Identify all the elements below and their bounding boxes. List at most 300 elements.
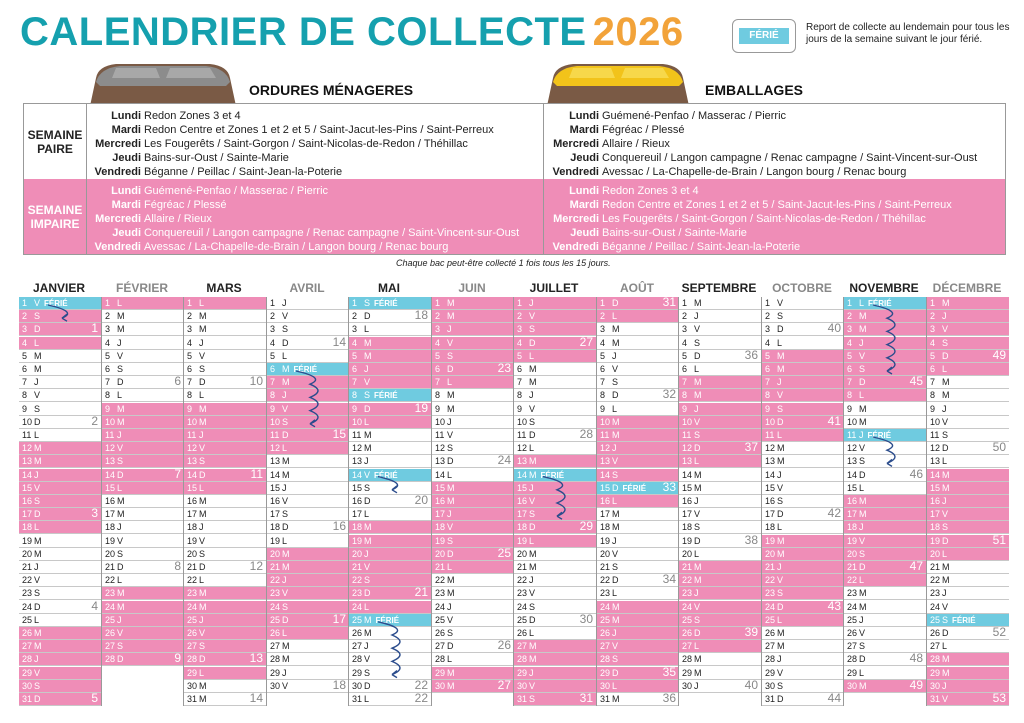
day-number: 9 bbox=[22, 404, 28, 414]
day-letter: S bbox=[34, 496, 41, 506]
day-letter: M bbox=[34, 641, 42, 651]
day-number: 25 bbox=[435, 615, 446, 625]
day-number: 15 bbox=[22, 483, 33, 493]
calendar-day bbox=[844, 627, 926, 640]
day-number: 11 bbox=[105, 430, 115, 440]
day-letter: J bbox=[199, 522, 204, 532]
day-number: 26 bbox=[352, 628, 363, 638]
day-number: 19 bbox=[930, 536, 941, 546]
day-number: 25 bbox=[105, 615, 116, 625]
week-number: 22 bbox=[414, 678, 428, 692]
day-letter: J bbox=[529, 575, 534, 585]
calendar-day bbox=[184, 350, 266, 363]
calendar-day bbox=[762, 442, 844, 455]
day-number: 24 bbox=[22, 602, 33, 612]
day-letter: M bbox=[364, 536, 372, 546]
calendar-day bbox=[927, 601, 1009, 614]
day-number: 17 bbox=[847, 509, 858, 519]
calendar-day bbox=[102, 337, 184, 350]
calendar-day bbox=[267, 403, 349, 416]
day-number: 16 bbox=[270, 496, 281, 506]
day-letter: L bbox=[529, 351, 535, 361]
calendar-day bbox=[927, 482, 1009, 495]
day-label: Lundi bbox=[569, 185, 599, 197]
day-number: 6 bbox=[22, 364, 28, 374]
day-number: 2 bbox=[847, 311, 853, 321]
day-number: 13 bbox=[105, 456, 116, 466]
week-number: 31 bbox=[662, 295, 676, 309]
day-number: 1 bbox=[765, 298, 771, 308]
day-letter: D bbox=[117, 562, 124, 572]
day-number: 6 bbox=[600, 364, 606, 374]
day-number: 19 bbox=[517, 536, 528, 546]
day-number: 7 bbox=[600, 377, 606, 387]
calendar-day bbox=[844, 337, 926, 350]
day-letter: S bbox=[199, 641, 206, 651]
day-number: 18 bbox=[22, 522, 33, 532]
day-letter: L bbox=[199, 575, 205, 585]
day-letter: S bbox=[34, 588, 41, 598]
town-list: Redon Centre et Zones 1 et 2 et 5 / Saint-Jacut-les-Pins / Saint-Perreux bbox=[602, 199, 952, 211]
week-number: 29 bbox=[579, 519, 593, 533]
calendar-day bbox=[927, 297, 1009, 310]
day-number: 22 bbox=[270, 575, 281, 585]
day-number: 6 bbox=[187, 364, 193, 374]
day-number: 28 bbox=[517, 654, 528, 664]
town-list: Redon Centre et Zones 1 et 2 et 5 / Saint-Jacut-les-Pins / Saint-Perreux bbox=[144, 124, 494, 136]
day-letter: M bbox=[529, 456, 537, 466]
day-letter: S bbox=[364, 390, 371, 400]
day-number: 15 bbox=[105, 483, 116, 493]
day-number: 25 bbox=[22, 615, 33, 625]
day-number: 22 bbox=[187, 575, 198, 585]
calendar-day bbox=[762, 653, 844, 666]
calendar-day-holiday bbox=[267, 363, 349, 376]
day-number: 20 bbox=[517, 549, 528, 559]
day-number: 13 bbox=[600, 456, 611, 466]
calendar-day bbox=[927, 548, 1009, 561]
day-letter: V bbox=[529, 496, 536, 506]
day-letter: D bbox=[942, 536, 949, 546]
day-letter: M bbox=[942, 377, 950, 387]
calendar-day bbox=[267, 310, 349, 323]
day-letter: V bbox=[859, 536, 866, 546]
calendar-day bbox=[514, 376, 596, 389]
day-letter: V bbox=[117, 628, 124, 638]
day-letter: M bbox=[612, 417, 620, 427]
day-letter: S bbox=[694, 615, 701, 625]
calendar-day bbox=[102, 548, 184, 561]
day-letter: J bbox=[612, 628, 617, 638]
day-number: 7 bbox=[682, 377, 688, 387]
calendar-day bbox=[432, 337, 514, 350]
day-number: 16 bbox=[187, 496, 198, 506]
day-letter: V bbox=[364, 377, 371, 387]
day-number: 13 bbox=[765, 456, 776, 466]
day-letter: J bbox=[364, 456, 369, 466]
calendar-day bbox=[19, 548, 101, 561]
day-number: 16 bbox=[517, 496, 528, 506]
day-number: 14 bbox=[765, 470, 776, 480]
calendar-day bbox=[679, 376, 761, 389]
day-number: 22 bbox=[682, 575, 693, 585]
month-name: AVRIL bbox=[289, 281, 325, 295]
day-number: 18 bbox=[105, 522, 116, 532]
day-letter: L bbox=[612, 588, 618, 598]
calendar-day bbox=[679, 297, 761, 310]
calendar-day bbox=[844, 508, 926, 521]
week-number: 43 bbox=[827, 599, 841, 613]
town-list: Allaire / Rieux bbox=[602, 138, 670, 150]
day-letter: S bbox=[694, 430, 701, 440]
calendar-day bbox=[102, 389, 184, 402]
day-number: 14 bbox=[847, 470, 858, 480]
calendar-day bbox=[597, 601, 679, 614]
day-letter: M bbox=[364, 351, 372, 361]
day-letter: S bbox=[777, 681, 784, 691]
calendar-day bbox=[514, 535, 596, 548]
calendar-day bbox=[19, 614, 101, 627]
calendar-day bbox=[514, 389, 596, 402]
calendar-day bbox=[19, 508, 101, 521]
day-letter: M bbox=[777, 456, 785, 466]
day-letter: S bbox=[859, 456, 866, 466]
day-number: 31 bbox=[352, 694, 363, 704]
even-week-days-household bbox=[86, 109, 141, 179]
day-number: 5 bbox=[765, 351, 771, 361]
calendar-day bbox=[514, 574, 596, 587]
week-number: 18 bbox=[414, 308, 428, 322]
week-number: 16 bbox=[332, 519, 346, 533]
day-number: 17 bbox=[105, 509, 116, 519]
day-number: 24 bbox=[187, 602, 198, 612]
month-name: OCTOBRE bbox=[772, 281, 832, 295]
week-number: 5 bbox=[91, 691, 98, 705]
day-number: 4 bbox=[930, 338, 936, 348]
week-number: 30 bbox=[579, 612, 593, 626]
day-number: 12 bbox=[270, 443, 281, 453]
day-number: 23 bbox=[270, 588, 281, 598]
calendar-day bbox=[927, 363, 1009, 376]
day-letter: V bbox=[447, 615, 454, 625]
day-letter: D bbox=[364, 588, 371, 598]
day-number: 31 bbox=[930, 694, 941, 704]
calendar-day bbox=[102, 416, 184, 429]
calendar-day bbox=[762, 376, 844, 389]
calendar-day-holiday bbox=[349, 469, 431, 482]
day-letter: M bbox=[282, 456, 290, 466]
day-letter: S bbox=[447, 443, 454, 453]
day-letter: S bbox=[282, 509, 289, 519]
day-letter: L bbox=[859, 575, 865, 585]
day-letter: L bbox=[199, 390, 205, 400]
day-number: 29 bbox=[847, 668, 858, 678]
day-number: 13 bbox=[270, 456, 281, 466]
day-number: 11 bbox=[187, 430, 197, 440]
calendar-day bbox=[267, 653, 349, 666]
day-letter: S bbox=[777, 311, 784, 321]
calendar-day bbox=[19, 680, 101, 693]
day-letter: V bbox=[529, 404, 536, 414]
holiday-label: FÉRIÉ bbox=[44, 299, 68, 308]
calendar-day bbox=[267, 376, 349, 389]
day-letter: D bbox=[859, 654, 866, 664]
week-number: 23 bbox=[497, 361, 511, 375]
day-number: 28 bbox=[22, 654, 33, 664]
day-letter: D bbox=[777, 417, 784, 427]
day-letter: L bbox=[777, 338, 783, 348]
day-letter: M bbox=[694, 298, 702, 308]
day-letter: V bbox=[942, 602, 949, 612]
day-letter: J bbox=[199, 338, 204, 348]
day-number: 21 bbox=[682, 562, 693, 572]
day-letter: M bbox=[612, 602, 620, 612]
day-letter: V bbox=[34, 298, 41, 308]
town-list: Avessac / La-Chapelle-de-Brain / Langon bourg / Renac bourg bbox=[144, 241, 449, 253]
day-letter: S bbox=[447, 351, 454, 361]
holiday-label: FÉRIÉ bbox=[374, 471, 398, 480]
calendar-day bbox=[762, 561, 844, 574]
day-number: 31 bbox=[22, 694, 33, 704]
day-number: 9 bbox=[187, 404, 193, 414]
day-letter: L bbox=[447, 654, 453, 664]
day-number: 28 bbox=[600, 654, 611, 664]
day-letter: V bbox=[282, 404, 289, 414]
day-number: 7 bbox=[352, 377, 358, 387]
day-letter: V bbox=[694, 324, 701, 334]
calendar-day bbox=[19, 535, 101, 548]
calendar-day bbox=[844, 574, 926, 587]
day-number: 27 bbox=[682, 641, 693, 651]
day-letter: M bbox=[199, 588, 207, 598]
calendar-day bbox=[102, 403, 184, 416]
day-label: Jeudi bbox=[112, 152, 141, 164]
calendar-day bbox=[679, 495, 761, 508]
day-letter: L bbox=[612, 681, 618, 691]
day-number: 11 bbox=[352, 430, 362, 440]
calendar-day bbox=[927, 310, 1009, 323]
day-letter: M bbox=[364, 443, 372, 453]
day-number: 12 bbox=[600, 443, 611, 453]
town-list: Avessac / La-Chapelle-de-Brain / Langon bourg / Renac bourg bbox=[602, 166, 907, 178]
day-number: 1 bbox=[105, 298, 111, 308]
calendar-day bbox=[102, 323, 184, 336]
day-letter: M bbox=[612, 509, 620, 519]
day-letter: M bbox=[777, 536, 785, 546]
day-letter: M bbox=[859, 404, 867, 414]
day-letter: D bbox=[612, 483, 619, 493]
day-letter: J bbox=[34, 562, 39, 572]
day-letter: L bbox=[447, 562, 453, 572]
calendar-day bbox=[432, 521, 514, 534]
calendar-day bbox=[349, 337, 431, 350]
calendar-day bbox=[762, 323, 844, 336]
day-label: Jeudi bbox=[570, 227, 599, 239]
calendar-day bbox=[762, 429, 844, 442]
day-letter: L bbox=[199, 668, 205, 678]
day-number: 26 bbox=[600, 628, 611, 638]
day-letter: S bbox=[942, 430, 949, 440]
day-number: 1 bbox=[22, 298, 28, 308]
day-letter: M bbox=[942, 575, 950, 585]
calendar-day bbox=[514, 521, 596, 534]
calendar-day bbox=[102, 627, 184, 640]
day-letter: S bbox=[777, 496, 784, 506]
week-number: 52 bbox=[992, 625, 1006, 639]
day-letter: V bbox=[282, 588, 289, 598]
calendar-day bbox=[349, 601, 431, 614]
day-number: 5 bbox=[435, 351, 441, 361]
day-letter: V bbox=[282, 681, 289, 691]
calendar-day bbox=[679, 561, 761, 574]
day-letter: J bbox=[694, 311, 699, 321]
day-number: 22 bbox=[930, 575, 941, 585]
calendar-day bbox=[679, 389, 761, 402]
day-letter: S bbox=[942, 522, 949, 532]
day-letter: M bbox=[447, 483, 455, 493]
calendar-day bbox=[267, 442, 349, 455]
day-number: 17 bbox=[352, 509, 363, 519]
calendar-day bbox=[514, 297, 596, 310]
day-number: 3 bbox=[765, 324, 771, 334]
holiday-label: FÉRIÉ bbox=[622, 484, 647, 493]
week-number: 25 bbox=[497, 546, 511, 560]
day-letter: M bbox=[859, 311, 867, 321]
day-letter: L bbox=[529, 628, 535, 638]
day-number: 24 bbox=[517, 602, 528, 612]
odd-week-label: SEMAINE IMPAIRE bbox=[27, 202, 83, 231]
day-number: 2 bbox=[600, 311, 606, 321]
calendar-day bbox=[762, 469, 844, 482]
day-letter: M bbox=[859, 417, 867, 427]
day-number: 3 bbox=[105, 324, 111, 334]
calendar-day bbox=[184, 469, 266, 482]
day-number: 1 bbox=[930, 298, 936, 308]
day-number: 11 bbox=[765, 430, 775, 440]
day-letter: J bbox=[447, 324, 452, 334]
week-number: 36 bbox=[744, 348, 758, 362]
day-letter: M bbox=[447, 681, 455, 691]
calendar-day bbox=[597, 495, 679, 508]
calendar-day bbox=[184, 667, 266, 680]
calendar-day bbox=[432, 680, 514, 693]
calendar-day bbox=[514, 310, 596, 323]
calendar-day bbox=[514, 653, 596, 666]
day-letter: S bbox=[34, 311, 41, 321]
calendar-day bbox=[514, 627, 596, 640]
day-label: Vendredi bbox=[94, 241, 141, 253]
day-letter: S bbox=[694, 338, 701, 348]
calendar-day bbox=[927, 574, 1009, 587]
day-number: 21 bbox=[270, 562, 281, 572]
day-number: 22 bbox=[22, 575, 33, 585]
day-letter: M bbox=[34, 351, 42, 361]
calendar-day bbox=[844, 680, 926, 693]
day-number: 7 bbox=[105, 377, 111, 387]
day-number: 19 bbox=[847, 536, 858, 546]
week-number: 12 bbox=[249, 559, 263, 573]
day-number: 14 bbox=[187, 470, 198, 480]
day-letter: L bbox=[34, 522, 40, 532]
week-number: 22 bbox=[414, 691, 428, 705]
calendar-day bbox=[597, 508, 679, 521]
day-number: 18 bbox=[352, 522, 363, 532]
calendar-day bbox=[514, 429, 596, 442]
day-letter: M bbox=[117, 324, 125, 334]
day-number: 10 bbox=[682, 417, 693, 427]
calendar-day bbox=[102, 561, 184, 574]
calendar-day bbox=[19, 561, 101, 574]
day-letter: J bbox=[447, 509, 452, 519]
day-letter: J bbox=[447, 417, 452, 427]
calendar-day bbox=[267, 614, 349, 627]
day-letter: S bbox=[694, 522, 701, 532]
day-number: 24 bbox=[765, 602, 776, 612]
calendar-day bbox=[349, 535, 431, 548]
day-number: 27 bbox=[270, 641, 281, 651]
day-letter: J bbox=[199, 615, 204, 625]
month-name: JUILLET bbox=[529, 281, 579, 295]
day-letter: S bbox=[117, 549, 124, 559]
odd-week-towns-household bbox=[144, 184, 544, 254]
day-letter: L bbox=[529, 536, 535, 546]
day-letter: S bbox=[364, 298, 371, 308]
calendar-day bbox=[102, 614, 184, 627]
day-letter: J bbox=[777, 654, 782, 664]
day-letter: L bbox=[364, 324, 370, 334]
day-letter: V bbox=[199, 628, 206, 638]
day-letter: L bbox=[694, 364, 700, 374]
calendar-day bbox=[927, 640, 1009, 653]
holiday-label: FÉRIÉ bbox=[868, 299, 892, 308]
day-letter: S bbox=[364, 483, 371, 493]
calendar-day bbox=[19, 363, 101, 376]
day-number: 25 bbox=[270, 615, 281, 625]
week-number: 17 bbox=[332, 612, 346, 626]
calendar-day bbox=[679, 442, 761, 455]
day-number: 14 bbox=[930, 470, 941, 480]
calendar-day bbox=[349, 653, 431, 666]
calendar-day bbox=[432, 323, 514, 336]
calendar-day bbox=[432, 653, 514, 666]
day-letter: V bbox=[364, 562, 371, 572]
day-number: 21 bbox=[22, 562, 33, 572]
week-number: 50 bbox=[992, 440, 1006, 454]
day-number: 20 bbox=[105, 549, 116, 559]
holiday-legend-badge bbox=[732, 19, 796, 53]
day-letter: D bbox=[942, 628, 949, 638]
calendar-day bbox=[844, 323, 926, 336]
day-letter: V bbox=[612, 364, 619, 374]
week-number: 38 bbox=[744, 533, 758, 547]
day-letter: J bbox=[117, 338, 122, 348]
calendar-day bbox=[19, 376, 101, 389]
calendar-day bbox=[432, 469, 514, 482]
day-number: 25 bbox=[930, 615, 941, 625]
day-letter: J bbox=[282, 298, 287, 308]
day-number: 6 bbox=[352, 364, 358, 374]
calendar-day bbox=[597, 535, 679, 548]
calendar-day bbox=[349, 587, 431, 600]
calendar-day bbox=[514, 667, 596, 680]
day-letter: M bbox=[364, 522, 372, 532]
day-number: 19 bbox=[352, 536, 363, 546]
day-letter: J bbox=[612, 536, 617, 546]
day-letter: M bbox=[447, 404, 455, 414]
calendar-day bbox=[927, 495, 1009, 508]
calendar-day bbox=[514, 442, 596, 455]
calendar-day bbox=[514, 693, 596, 706]
